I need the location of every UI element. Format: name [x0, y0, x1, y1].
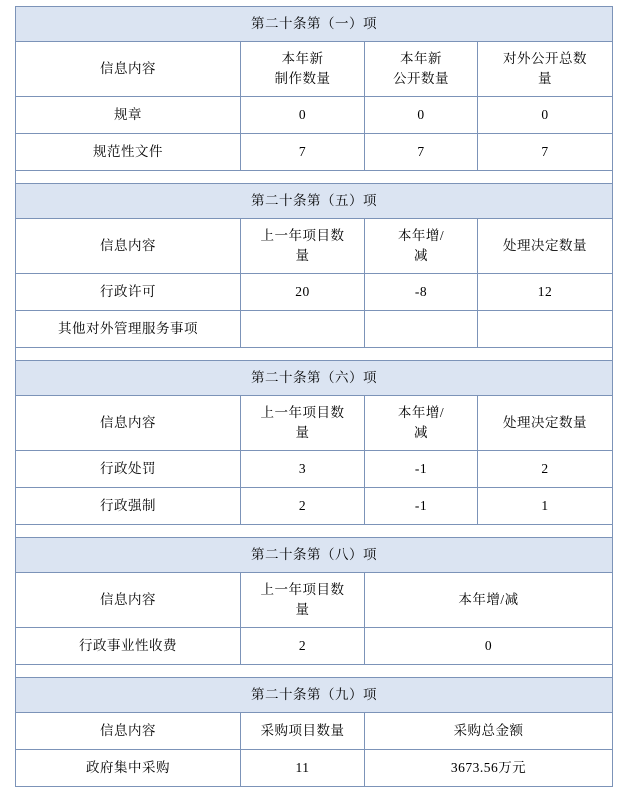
column-header-year-change	[365, 219, 478, 274]
cell-value: 7	[241, 134, 365, 171]
section-spacer	[16, 348, 613, 361]
column-header-prev-year-count	[241, 573, 365, 628]
header-line-1: 上一年项目数	[260, 228, 345, 244]
row-label-normative-document: 规范性文件	[16, 134, 241, 171]
table-row	[16, 750, 613, 787]
column-header-decision-count: 处理决定数量	[478, 396, 613, 451]
table-row	[16, 311, 613, 348]
cell-value: 0	[241, 97, 365, 134]
cell-value: 0	[365, 97, 478, 134]
section-header-row	[16, 538, 613, 573]
header-line-1: 本年增/	[397, 228, 445, 244]
column-header-decision-count: 处理决定数量	[478, 219, 613, 274]
section-spacer	[16, 525, 613, 538]
row-label-administrative-fees: 行政事业性收费	[16, 628, 241, 665]
section-spacer	[16, 665, 613, 678]
header-line-1: 本年新	[281, 51, 324, 67]
document-page	[0, 6, 627, 775]
section-spacer	[16, 171, 613, 184]
column-header-purchase-project-count: 采购项目数量	[241, 713, 365, 750]
cell-value: 2	[478, 451, 613, 488]
column-header-info-content-4: 信息内容	[16, 573, 241, 628]
column-header-year-change	[365, 396, 478, 451]
table-row	[16, 42, 613, 97]
cell-value: 7	[478, 134, 613, 171]
cell-value: 2	[241, 628, 365, 665]
header-line-1: 本年新	[400, 51, 442, 67]
column-header-info-content-1: 信息内容	[16, 42, 241, 97]
cell-value: 3673.56万元	[365, 750, 613, 787]
table-row	[16, 396, 613, 451]
column-header-new-public-count	[365, 42, 478, 97]
header-line-1: 对外公开总数	[503, 51, 587, 67]
column-header-prev-year-count	[241, 219, 365, 274]
information-disclosure-table	[15, 6, 613, 787]
table-row	[16, 628, 613, 665]
cell-value: 0	[365, 628, 613, 665]
cell-value: -1	[365, 451, 478, 488]
table-row	[16, 451, 613, 488]
table-row	[16, 573, 613, 628]
column-header-info-content-3: 信息内容	[16, 396, 241, 451]
table-row	[16, 219, 613, 274]
header-line-2: 公开数量	[393, 71, 449, 86]
column-header-new-created-count	[241, 42, 365, 97]
column-header-total-public-count	[478, 42, 613, 97]
cell-value: 0	[478, 97, 613, 134]
section-header-row	[16, 7, 613, 42]
section-title-1: 第二十条第（一）项	[16, 7, 613, 42]
table-row	[16, 713, 613, 750]
cell-value: -8	[365, 274, 478, 311]
column-header-purchase-total-amount: 采购总金额	[365, 713, 613, 750]
table-row	[16, 97, 613, 134]
section-header-row	[16, 184, 613, 219]
section-header-row	[16, 361, 613, 396]
cell-value: 12	[478, 274, 613, 311]
cell-value: 7	[365, 134, 478, 171]
table-row	[16, 488, 613, 525]
row-label-administrative-penalty: 行政处罚	[16, 451, 241, 488]
header-line-2: 减	[414, 248, 428, 263]
column-header-info-content-5: 信息内容	[16, 713, 241, 750]
cell-value: 3	[241, 451, 365, 488]
cell-value: 2	[241, 488, 365, 525]
header-line-2: 量	[295, 602, 310, 617]
cell-value: 1	[478, 488, 613, 525]
cell-value: -1	[365, 488, 478, 525]
header-line-2: 量	[538, 71, 552, 86]
table-row	[16, 134, 613, 171]
header-line-2: 量	[295, 248, 310, 263]
cell-value: 11	[241, 750, 365, 787]
section-header-row	[16, 678, 613, 713]
row-label-government-centralized-purchase: 政府集中采购	[16, 750, 241, 787]
header-line-1: 上一年项目数	[260, 405, 345, 421]
header-line-1: 上一年项目数	[260, 582, 345, 598]
column-header-year-change: 本年增/减	[365, 573, 613, 628]
row-label-other-services: 其他对外管理服务事项	[16, 311, 241, 348]
cell-value	[241, 311, 365, 348]
section-title-3: 第二十条第（六）项	[16, 361, 613, 396]
column-header-info-content-2: 信息内容	[16, 219, 241, 274]
column-header-prev-year-count	[241, 396, 365, 451]
header-line-1: 本年增/	[397, 405, 445, 421]
row-label-administrative-coercion: 行政强制	[16, 488, 241, 525]
cell-value	[478, 311, 613, 348]
row-label-administrative-license: 行政许可	[16, 274, 241, 311]
cell-value: 20	[241, 274, 365, 311]
section-title-2: 第二十条第（五）项	[16, 184, 613, 219]
section-title-5: 第二十条第（九）项	[16, 678, 613, 713]
cell-value	[365, 311, 478, 348]
row-label-regulation: 规章	[16, 97, 241, 134]
header-line-2: 量	[295, 425, 310, 440]
header-line-2: 减	[414, 425, 428, 440]
section-title-4: 第二十条第（八）项	[16, 538, 613, 573]
table-row	[16, 274, 613, 311]
header-line-2: 制作数量	[274, 71, 331, 86]
